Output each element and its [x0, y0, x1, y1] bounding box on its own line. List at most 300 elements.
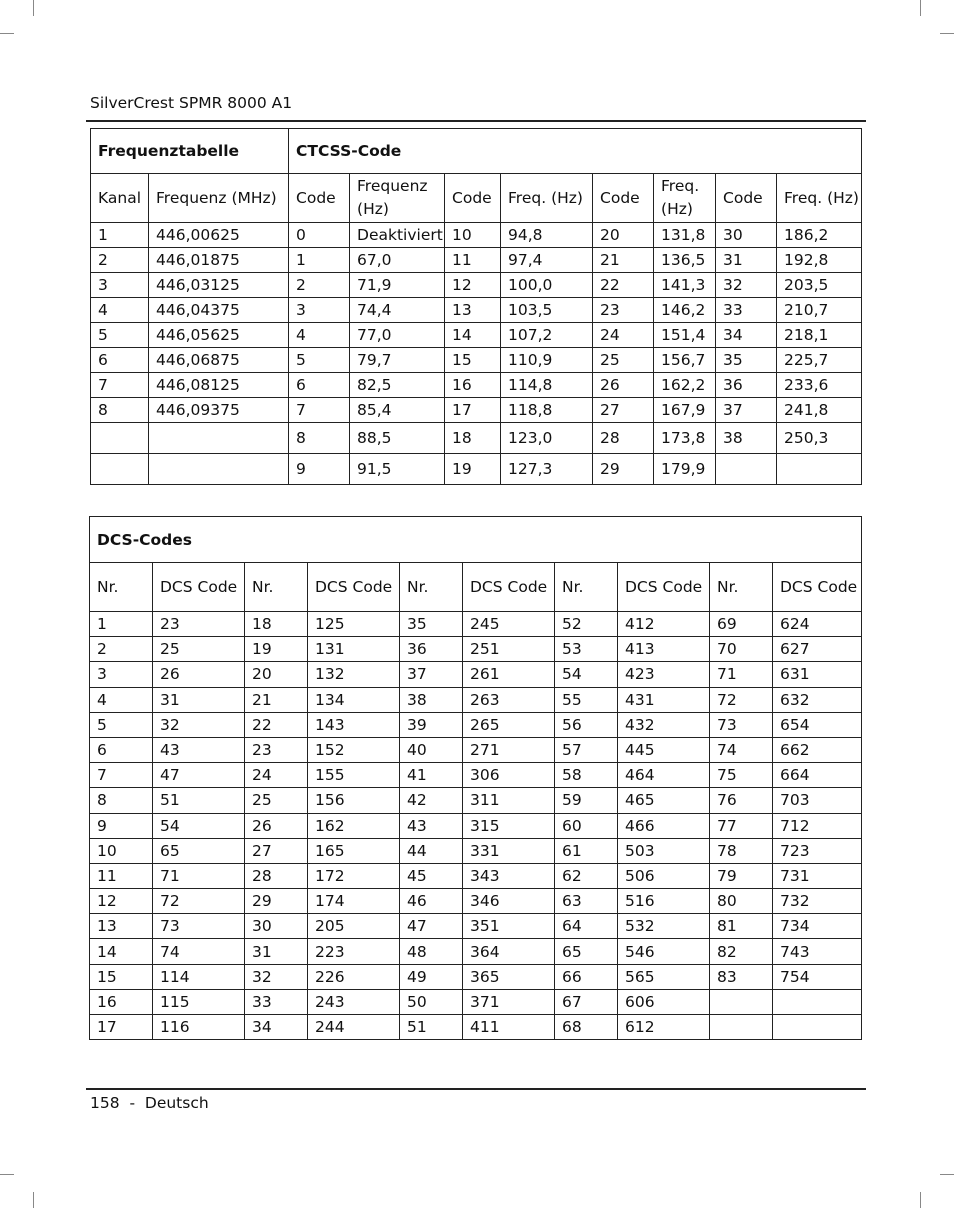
- table-cell: 263: [463, 687, 555, 712]
- table-cell: 80: [710, 889, 773, 914]
- table-cell: 156: [308, 788, 400, 813]
- table-cell: 33: [716, 298, 777, 323]
- table-cell: 17: [90, 1015, 153, 1040]
- table-row: [91, 298, 862, 323]
- table-cell: 20: [245, 662, 308, 687]
- table-cell: 31: [716, 248, 777, 273]
- table-cell: 2: [90, 637, 153, 662]
- table-cell: 3: [90, 662, 153, 687]
- table-row: [91, 248, 862, 273]
- table-cell: 151,4: [654, 323, 716, 348]
- crop-mark: [33, 1192, 34, 1208]
- table-cell: 8: [90, 788, 153, 813]
- crop-mark: [940, 33, 954, 34]
- table-cell: 4: [90, 687, 153, 712]
- footer-rule: [86, 1088, 866, 1090]
- table-cell: 72: [153, 889, 245, 914]
- column-header: Code: [593, 174, 654, 223]
- table-cell: 244: [308, 1015, 400, 1040]
- table-row: [91, 398, 862, 423]
- table-cell: 63: [555, 889, 618, 914]
- table-cell: 24: [593, 323, 654, 348]
- table-cell: 15: [90, 964, 153, 989]
- table-cell: 411: [463, 1015, 555, 1040]
- column-header: Nr.: [555, 563, 618, 612]
- table-cell: 446,09375: [149, 398, 289, 423]
- table-cell: 8: [91, 398, 149, 423]
- table-cell: 37: [716, 398, 777, 423]
- table-cell: 186,2: [777, 223, 862, 248]
- table-cell: 97,4: [501, 248, 593, 273]
- table-cell: 251: [463, 637, 555, 662]
- table-cell: 612: [618, 1015, 710, 1040]
- column-header: DCS Code: [463, 563, 555, 612]
- table-cell: 67: [555, 989, 618, 1014]
- table-cell: 662: [773, 737, 862, 762]
- table-cell: 23: [593, 298, 654, 323]
- table-cell: 7: [90, 763, 153, 788]
- table-cell: 2: [91, 248, 149, 273]
- table-cell: 74: [710, 737, 773, 762]
- table-cell: 74: [153, 939, 245, 964]
- table-cell: 75: [710, 763, 773, 788]
- table-cell: 11: [445, 248, 501, 273]
- table-cell: 13: [90, 914, 153, 939]
- table-cell: 18: [245, 612, 308, 637]
- table-cell: 69: [710, 612, 773, 637]
- column-header-row: [90, 563, 862, 612]
- table-cell: 103,5: [501, 298, 593, 323]
- table-cell: 179,9: [654, 454, 716, 485]
- table-cell: 1: [289, 248, 350, 273]
- table-cell: 2: [289, 273, 350, 298]
- table-cell: 125: [308, 612, 400, 637]
- table-cell: 0: [289, 223, 350, 248]
- table-cell: [710, 1015, 773, 1040]
- table-cell: [773, 989, 862, 1014]
- table-cell: 165: [308, 838, 400, 863]
- table-cell: 351: [463, 914, 555, 939]
- table-cell: 226: [308, 964, 400, 989]
- table-cell: 225,7: [777, 348, 862, 373]
- table-cell: 156,7: [654, 348, 716, 373]
- table-cell: 346: [463, 889, 555, 914]
- dcs-codes-table: [89, 516, 862, 1040]
- column-header: Frequenz (MHz): [149, 174, 289, 223]
- table-row: [90, 813, 862, 838]
- column-header: Freq. (Hz): [777, 174, 862, 223]
- table-cell: 53: [555, 637, 618, 662]
- table-cell: 88,5: [350, 423, 445, 454]
- table-cell: 466: [618, 813, 710, 838]
- column-header: DCS Code: [153, 563, 245, 612]
- table-cell: 173,8: [654, 423, 716, 454]
- table-cell: [716, 454, 777, 485]
- table-cell: 233,6: [777, 373, 862, 398]
- table-cell: 31: [153, 687, 245, 712]
- table-row: [90, 637, 862, 662]
- table-cell: 143: [308, 712, 400, 737]
- table-cell: 110,9: [501, 348, 593, 373]
- table-cell: 732: [773, 889, 862, 914]
- table-cell: [777, 454, 862, 485]
- table-cell: 29: [245, 889, 308, 914]
- table-row: [91, 373, 862, 398]
- table-cell: 162: [308, 813, 400, 838]
- table-cell: 5: [289, 348, 350, 373]
- table-cell: 223: [308, 939, 400, 964]
- table-cell: 58: [555, 763, 618, 788]
- table-cell: 25: [593, 348, 654, 373]
- table-cell: 118,8: [501, 398, 593, 423]
- table-cell: 503: [618, 838, 710, 863]
- crop-mark: [920, 0, 921, 16]
- table-cell: 12: [445, 273, 501, 298]
- table-cell: 30: [716, 223, 777, 248]
- table-cell: 155: [308, 763, 400, 788]
- table-cell: 172: [308, 863, 400, 888]
- table-cell: 65: [153, 838, 245, 863]
- table-cell: 38: [400, 687, 463, 712]
- table-cell: 192,8: [777, 248, 862, 273]
- table-cell: 703: [773, 788, 862, 813]
- column-header: Code: [716, 174, 777, 223]
- table-cell: 47: [400, 914, 463, 939]
- table-cell: 9: [90, 813, 153, 838]
- table-cell: 306: [463, 763, 555, 788]
- crop-mark: [940, 1174, 954, 1175]
- table-cell: 55: [555, 687, 618, 712]
- table-cell: 210,7: [777, 298, 862, 323]
- table-cell: 218,1: [777, 323, 862, 348]
- table-cell: 15: [445, 348, 501, 373]
- column-header: Nr.: [245, 563, 308, 612]
- table-cell: 152: [308, 737, 400, 762]
- table-cell: 446,05625: [149, 323, 289, 348]
- table-cell: 81: [710, 914, 773, 939]
- table-row: [91, 348, 862, 373]
- table-cell: 565: [618, 964, 710, 989]
- table-cell: 47: [153, 763, 245, 788]
- table-cell: 13: [445, 298, 501, 323]
- table-cell: 343: [463, 863, 555, 888]
- table-cell: 162,2: [654, 373, 716, 398]
- table-cell: 59: [555, 788, 618, 813]
- table-cell: 71: [153, 863, 245, 888]
- table-cell: 20: [593, 223, 654, 248]
- table-cell: 116: [153, 1015, 245, 1040]
- table-cell: 19: [245, 637, 308, 662]
- table-cell: 3: [289, 298, 350, 323]
- crop-mark: [0, 33, 14, 34]
- table-cell: 26: [153, 662, 245, 687]
- table-cell: 624: [773, 612, 862, 637]
- table-cell: 50: [400, 989, 463, 1014]
- frequency-table-title: Frequenztabelle: [91, 129, 289, 174]
- table-cell: 26: [593, 373, 654, 398]
- ctcss-code-title: CTCSS-Code: [289, 129, 862, 174]
- table-cell: 146,2: [654, 298, 716, 323]
- table-cell: 446,08125: [149, 373, 289, 398]
- table-cell: 245: [463, 612, 555, 637]
- table-cell: 1: [91, 223, 149, 248]
- table-row: [91, 323, 862, 348]
- table-cell: 78: [710, 838, 773, 863]
- table-cell: 6: [91, 348, 149, 373]
- table-cell: 43: [400, 813, 463, 838]
- table-cell: 167,9: [654, 398, 716, 423]
- table-cell: 64: [555, 914, 618, 939]
- frequency-table-title-row: [91, 129, 862, 174]
- table-cell: 203,5: [777, 273, 862, 298]
- table-cell: 114,8: [501, 373, 593, 398]
- table-cell: 51: [400, 1015, 463, 1040]
- table-cell: 35: [716, 348, 777, 373]
- table-cell: 3: [91, 273, 149, 298]
- table-row: [90, 989, 862, 1014]
- table-cell: 82,5: [350, 373, 445, 398]
- table-cell: 33: [245, 989, 308, 1014]
- table-row: [91, 273, 862, 298]
- table-cell: 39: [400, 712, 463, 737]
- table-row: [90, 964, 862, 989]
- table-cell: 72: [710, 687, 773, 712]
- table-cell: 62: [555, 863, 618, 888]
- table-cell: Deaktiviert: [350, 223, 445, 248]
- table-cell: 516: [618, 889, 710, 914]
- column-header: Nr.: [710, 563, 773, 612]
- table-cell: 712: [773, 813, 862, 838]
- table-cell: 21: [593, 248, 654, 273]
- table-cell: 123,0: [501, 423, 593, 454]
- table-cell: 57: [555, 737, 618, 762]
- column-header: Code: [445, 174, 501, 223]
- table-row: [91, 423, 862, 454]
- table-cell: 141,3: [654, 273, 716, 298]
- table-cell: 45: [400, 863, 463, 888]
- table-cell: 94,8: [501, 223, 593, 248]
- table-cell: 250,3: [777, 423, 862, 454]
- page-header-title: SilverCrest SPMR 8000 A1: [90, 94, 293, 112]
- table-cell: 431: [618, 687, 710, 712]
- table-cell: 71,9: [350, 273, 445, 298]
- table-cell: 136,5: [654, 248, 716, 273]
- table-cell: 131: [308, 637, 400, 662]
- table-cell: 134: [308, 687, 400, 712]
- table-cell: 174: [308, 889, 400, 914]
- table-cell: [149, 454, 289, 485]
- table-cell: 115: [153, 989, 245, 1014]
- table-cell: 28: [245, 863, 308, 888]
- table-cell: 66: [555, 964, 618, 989]
- table-cell: 4: [91, 298, 149, 323]
- table-cell: 632: [773, 687, 862, 712]
- table-cell: 28: [593, 423, 654, 454]
- table-cell: 23: [245, 737, 308, 762]
- table-cell: 16: [445, 373, 501, 398]
- table-cell: 365: [463, 964, 555, 989]
- dcs-table-title-row: [90, 517, 862, 563]
- table-cell: 734: [773, 914, 862, 939]
- table-cell: 10: [445, 223, 501, 248]
- table-cell: 44: [400, 838, 463, 863]
- table-cell: 506: [618, 863, 710, 888]
- table-cell: 54: [555, 662, 618, 687]
- table-cell: 423: [618, 662, 710, 687]
- table-cell: 67,0: [350, 248, 445, 273]
- table-cell: 46: [400, 889, 463, 914]
- table-cell: 25: [153, 637, 245, 662]
- table-cell: 1: [90, 612, 153, 637]
- column-header: Frequenz (Hz): [350, 174, 445, 223]
- column-header: Nr.: [90, 563, 153, 612]
- table-cell: 23: [153, 612, 245, 637]
- table-cell: 205: [308, 914, 400, 939]
- column-header: DCS Code: [308, 563, 400, 612]
- table-cell: [149, 423, 289, 454]
- table-row: [90, 863, 862, 888]
- table-cell: 131,8: [654, 223, 716, 248]
- column-header: Freq. (Hz): [654, 174, 716, 223]
- table-row: [90, 712, 862, 737]
- table-cell: 7: [91, 373, 149, 398]
- table-cell: 60: [555, 813, 618, 838]
- table-cell: 12: [90, 889, 153, 914]
- table-cell: 731: [773, 863, 862, 888]
- table-cell: 14: [445, 323, 501, 348]
- table-cell: [773, 1015, 862, 1040]
- table-cell: 79,7: [350, 348, 445, 373]
- page-footer: 158 - Deutsch: [90, 1094, 209, 1112]
- table-cell: 16: [90, 989, 153, 1014]
- table-cell: 54: [153, 813, 245, 838]
- table-cell: 71: [710, 662, 773, 687]
- dcs-codes-title: DCS-Codes: [90, 517, 862, 563]
- table-cell: 627: [773, 637, 862, 662]
- table-cell: 35: [400, 612, 463, 637]
- table-cell: 8: [289, 423, 350, 454]
- table-cell: 446,06875: [149, 348, 289, 373]
- table-cell: 65: [555, 939, 618, 964]
- table-cell: 27: [593, 398, 654, 423]
- table-cell: 654: [773, 712, 862, 737]
- table-cell: 48: [400, 939, 463, 964]
- table-cell: 29: [593, 454, 654, 485]
- column-header: DCS Code: [773, 563, 862, 612]
- table-cell: 432: [618, 712, 710, 737]
- crop-mark: [920, 1192, 921, 1208]
- table-row: [90, 939, 862, 964]
- table-row: [90, 1015, 862, 1040]
- table-cell: [91, 454, 149, 485]
- table-cell: 24: [245, 763, 308, 788]
- table-cell: 7: [289, 398, 350, 423]
- column-header: DCS Code: [618, 563, 710, 612]
- table-cell: 74,4: [350, 298, 445, 323]
- table-cell: 315: [463, 813, 555, 838]
- table-cell: 413: [618, 637, 710, 662]
- table-cell: 30: [245, 914, 308, 939]
- table-cell: 85,4: [350, 398, 445, 423]
- table-cell: 25: [245, 788, 308, 813]
- table-row: [90, 612, 862, 637]
- table-cell: 754: [773, 964, 862, 989]
- table-row: [90, 838, 862, 863]
- table-cell: 77: [710, 813, 773, 838]
- table-cell: 52: [555, 612, 618, 637]
- table-cell: 19: [445, 454, 501, 485]
- table-cell: 606: [618, 989, 710, 1014]
- table-cell: 49: [400, 964, 463, 989]
- table-row: [90, 737, 862, 762]
- table-cell: 22: [593, 273, 654, 298]
- table-cell: 9: [289, 454, 350, 485]
- table-cell: 723: [773, 838, 862, 863]
- column-header: Freq. (Hz): [501, 174, 593, 223]
- table-cell: 22: [245, 712, 308, 737]
- table-cell: 271: [463, 737, 555, 762]
- table-cell: 76: [710, 788, 773, 813]
- table-cell: 77,0: [350, 323, 445, 348]
- column-header: Code: [289, 174, 350, 223]
- table-cell: 446,00625: [149, 223, 289, 248]
- table-cell: 56: [555, 712, 618, 737]
- table-cell: 261: [463, 662, 555, 687]
- table-cell: 73: [153, 914, 245, 939]
- table-cell: 664: [773, 763, 862, 788]
- table-cell: 61: [555, 838, 618, 863]
- table-cell: 34: [245, 1015, 308, 1040]
- column-header-row: [91, 174, 862, 223]
- table-cell: 32: [153, 712, 245, 737]
- table-row: [90, 763, 862, 788]
- table-cell: 107,2: [501, 323, 593, 348]
- table-cell: 31: [245, 939, 308, 964]
- frequency-table: [90, 128, 862, 485]
- table-cell: 241,8: [777, 398, 862, 423]
- table-cell: 743: [773, 939, 862, 964]
- table-cell: 73: [710, 712, 773, 737]
- table-cell: 38: [716, 423, 777, 454]
- table-cell: 446,04375: [149, 298, 289, 323]
- table-cell: 132: [308, 662, 400, 687]
- table-cell: 70: [710, 637, 773, 662]
- table-cell: 41: [400, 763, 463, 788]
- table-cell: 6: [90, 737, 153, 762]
- table-cell: 412: [618, 612, 710, 637]
- table-cell: 40: [400, 737, 463, 762]
- table-cell: 42: [400, 788, 463, 813]
- table-cell: 83: [710, 964, 773, 989]
- header-rule: [86, 120, 866, 122]
- table-cell: 79: [710, 863, 773, 888]
- table-cell: 127,3: [501, 454, 593, 485]
- table-cell: 446,03125: [149, 273, 289, 298]
- table-cell: 464: [618, 763, 710, 788]
- table-cell: 446,01875: [149, 248, 289, 273]
- table-cell: 32: [716, 273, 777, 298]
- table-cell: 532: [618, 914, 710, 939]
- table-cell: 51: [153, 788, 245, 813]
- table-cell: 36: [716, 373, 777, 398]
- table-cell: 37: [400, 662, 463, 687]
- table-cell: 5: [90, 712, 153, 737]
- table-row: [90, 914, 862, 939]
- table-row: [90, 788, 862, 813]
- table-cell: 371: [463, 989, 555, 1014]
- column-header: Nr.: [400, 563, 463, 612]
- table-cell: 17: [445, 398, 501, 423]
